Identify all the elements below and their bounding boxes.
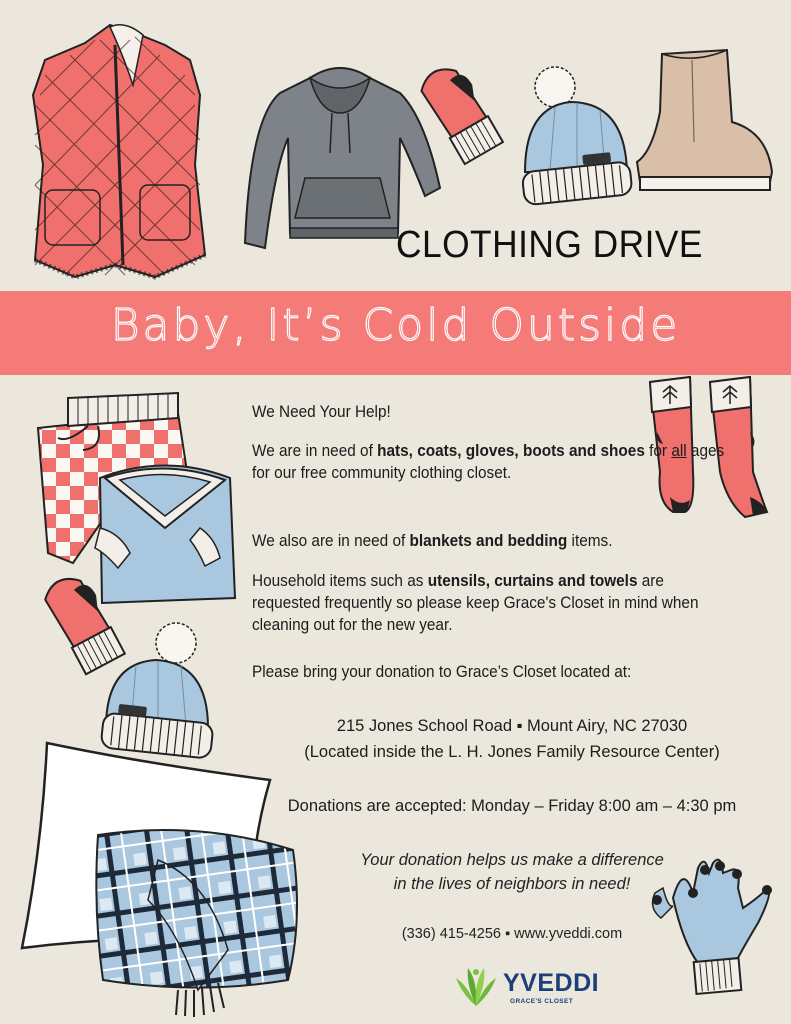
logo-name: YVEDDI [503,969,600,997]
tagline-line-1: Your donation helps us make a difference [360,851,664,869]
beanie-illustration [515,62,640,210]
tagline [252,848,772,896]
mitten-illustration [412,55,507,170]
donation-location-text: Please bring your donation to Grace’s Closet located at: [252,663,632,681]
boot-illustration [632,42,777,197]
page-title: CLOTHING DRIVE [396,224,703,266]
hours-text: Donations are accepted: Monday – Friday 8:00 am – 4:30 pm [287,797,737,815]
bedding-paragraph: We also are in need of blankets and bedding items. [252,532,613,550]
address-line: 215 Jones School Road ▪ Mount Airy, NC 27030 [336,717,688,735]
logo-subtitle: GRACE'S CLOSET [510,998,574,1005]
needs-paragraph: We are in need of hats, coats, gloves, boots and shoes for all ages for our free community clothing closet. [252,442,725,482]
leaf-logo-icon [452,964,500,1008]
banner-title: Baby, It’s Cold Outside [110,300,681,351]
banner-text [0,300,791,351]
tagline-line-2: in the lives of neighbors in need! [393,875,631,893]
vest-illustration [15,15,215,285]
address-note: (Located inside the L. H. Jones Family Resource Center) [304,743,720,761]
household-paragraph: Household items such as utensils, curtains and towels are requested frequently so please keep Grace's Closet in mind when cleaning out for the new year. [252,572,699,634]
contact-info: (336) 415-4256 ▪ www.yveddi.com [401,926,623,942]
intro-text: We Need Your Help! [252,403,391,421]
